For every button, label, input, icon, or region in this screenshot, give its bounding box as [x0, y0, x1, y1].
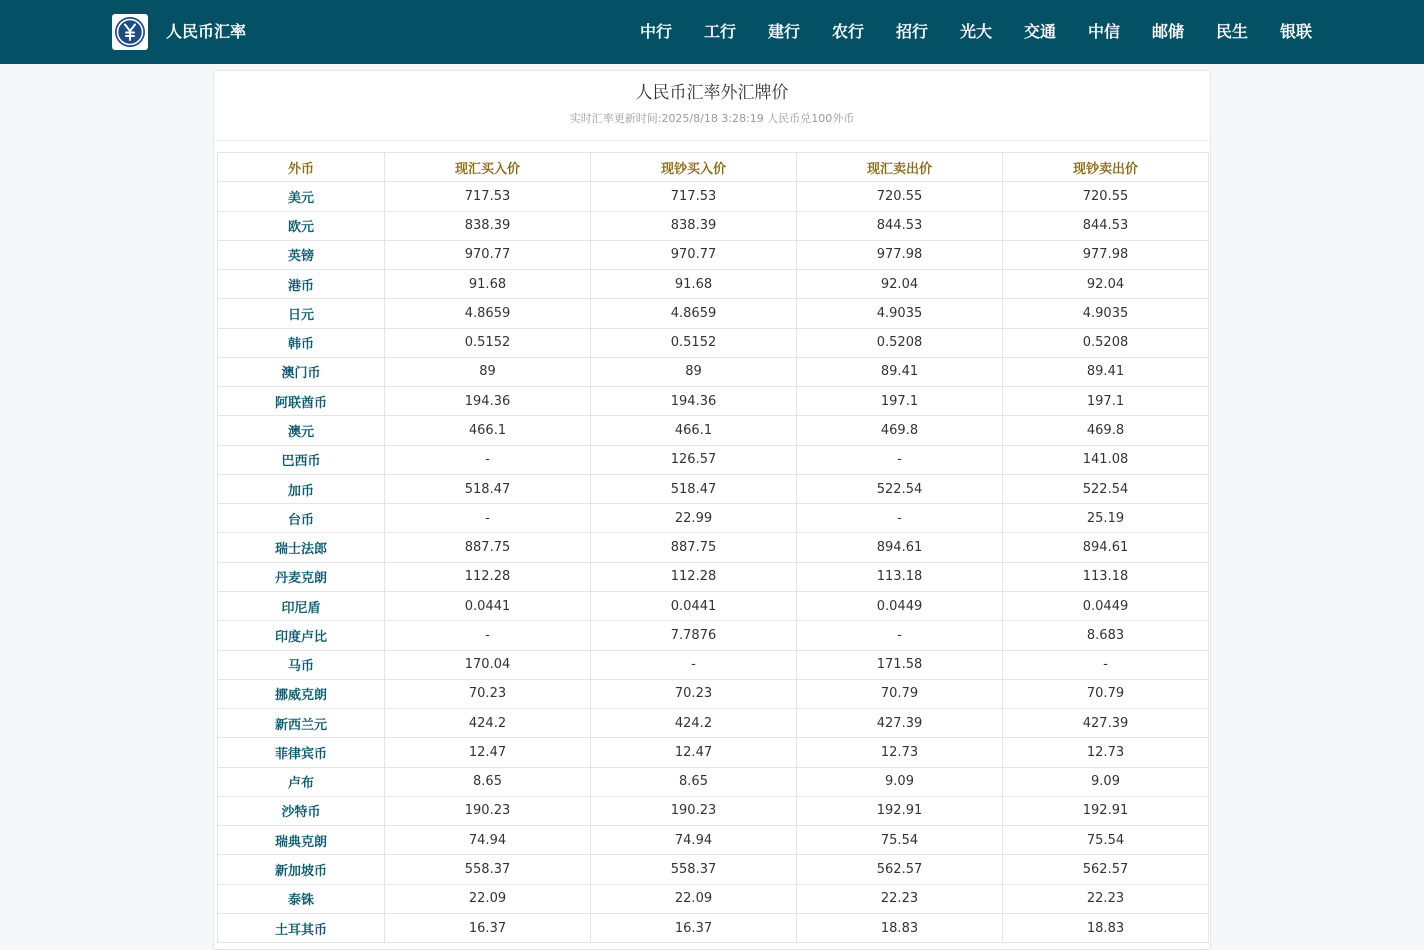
spot-sell-price: 70.79: [797, 679, 1003, 708]
spot-buy-price: 16.37: [385, 913, 591, 942]
spot-buy-price: 518.47: [385, 474, 591, 503]
column-header-cash-buy: 现钞买入价: [591, 153, 797, 182]
table-body: [218, 182, 1209, 943]
cash-buy-price: 0.0441: [591, 591, 797, 620]
currency-name[interactable]: 澳元: [218, 416, 385, 445]
spot-buy-price: -: [385, 445, 591, 474]
cash-sell-price: 192.91: [1003, 796, 1209, 825]
spot-sell-price: 427.39: [797, 709, 1003, 738]
cash-buy-price: 16.37: [591, 913, 797, 942]
spot-buy-price: 12.47: [385, 738, 591, 767]
nav-item-unionpay[interactable]: 银联: [1279, 22, 1312, 41]
cash-buy-price: 89: [591, 357, 797, 386]
table-row: [218, 328, 1209, 357]
table-row: [218, 796, 1209, 825]
column-header-currency: 外币: [218, 153, 385, 182]
spot-sell-price: -: [797, 504, 1003, 533]
nav-item-bocom[interactable]: 交通: [1023, 22, 1056, 41]
cash-buy-price: 112.28: [591, 562, 797, 591]
site-brand-name[interactable]: 人民币汇率: [166, 22, 247, 41]
spot-sell-price: -: [797, 445, 1003, 474]
spot-buy-price: 89: [385, 357, 591, 386]
table-row: [218, 650, 1209, 679]
table-row: [218, 913, 1209, 942]
table-row: [218, 504, 1209, 533]
currency-name[interactable]: 瑞士法郎: [218, 533, 385, 562]
spot-sell-price: 977.98: [797, 240, 1003, 269]
spot-buy-price: 424.2: [385, 709, 591, 738]
cash-buy-price: 8.65: [591, 767, 797, 796]
table-row: [218, 562, 1209, 591]
nav-item-icbc[interactable]: 工行: [703, 22, 736, 41]
nav-item-ccb[interactable]: 建行: [767, 22, 800, 41]
table-row: [218, 270, 1209, 299]
spot-buy-price: 194.36: [385, 387, 591, 416]
spot-sell-price: 894.61: [797, 533, 1003, 562]
cash-sell-price: 0.0449: [1003, 591, 1209, 620]
spot-sell-price: 171.58: [797, 650, 1003, 679]
spot-buy-price: 0.5152: [385, 328, 591, 357]
cash-buy-price: 12.47: [591, 738, 797, 767]
table-row: [218, 240, 1209, 269]
table-row: [218, 738, 1209, 767]
yuan-coin-icon: [112, 14, 148, 50]
spot-sell-price: 22.23: [797, 884, 1003, 913]
cash-sell-price: 18.83: [1003, 913, 1209, 942]
column-header-spot-sell: 现汇卖出价: [797, 153, 1003, 182]
nav-item-abc[interactable]: 农行: [831, 22, 864, 41]
nav-item-cmbc[interactable]: 民生: [1215, 22, 1248, 41]
cash-sell-price: 4.9035: [1003, 299, 1209, 328]
site-logo[interactable]: [112, 14, 148, 50]
cash-sell-price: 720.55: [1003, 182, 1209, 211]
spot-buy-price: 8.65: [385, 767, 591, 796]
spot-buy-price: 970.77: [385, 240, 591, 269]
spot-sell-price: 522.54: [797, 474, 1003, 503]
currency-name[interactable]: 马币: [218, 650, 385, 679]
spot-sell-price: 0.5208: [797, 328, 1003, 357]
cash-buy-price: 518.47: [591, 474, 797, 503]
spot-sell-price: 12.73: [797, 738, 1003, 767]
cash-buy-price: 126.57: [591, 445, 797, 474]
spot-buy-price: 190.23: [385, 796, 591, 825]
spot-buy-price: 70.23: [385, 679, 591, 708]
cash-sell-price: 894.61: [1003, 533, 1209, 562]
page-title: 人民币汇率外汇牌价: [635, 83, 789, 103]
cash-sell-price: 70.79: [1003, 679, 1209, 708]
cash-sell-price: 522.54: [1003, 474, 1209, 503]
table-row: [218, 474, 1209, 503]
cash-buy-price: 970.77: [591, 240, 797, 269]
table-row: [218, 357, 1209, 386]
currency-name[interactable]: 土耳其币: [218, 913, 385, 942]
table-row: [218, 591, 1209, 620]
cash-sell-price: 113.18: [1003, 562, 1209, 591]
nav-item-cmb[interactable]: 招行: [895, 22, 928, 41]
currency-name[interactable]: 澳门币: [218, 357, 385, 386]
table-row: [218, 621, 1209, 650]
spot-sell-price: 18.83: [797, 913, 1003, 942]
table-row: [218, 387, 1209, 416]
currency-name[interactable]: 港币: [218, 270, 385, 299]
table-row: [218, 182, 1209, 211]
cash-sell-price: 844.53: [1003, 211, 1209, 240]
cash-sell-price: 75.54: [1003, 826, 1209, 855]
spot-buy-price: 717.53: [385, 182, 591, 211]
currency-name[interactable]: 阿联酋币: [218, 387, 385, 416]
cash-sell-price: 9.09: [1003, 767, 1209, 796]
top-navigation-bar: [0, 0, 1424, 64]
cash-sell-price: 562.57: [1003, 855, 1209, 884]
currency-name[interactable]: 沙特币: [218, 796, 385, 825]
currency-name[interactable]: 台币: [218, 504, 385, 533]
cash-buy-price: 194.36: [591, 387, 797, 416]
nav-item-citic[interactable]: 中信: [1087, 22, 1120, 41]
spot-buy-price: -: [385, 621, 591, 650]
spot-sell-price: 469.8: [797, 416, 1003, 445]
cash-sell-price: 92.04: [1003, 270, 1209, 299]
cash-sell-price: 427.39: [1003, 709, 1209, 738]
cash-buy-price: 7.7876: [591, 621, 797, 650]
spot-sell-price: 197.1: [797, 387, 1003, 416]
table-row: [218, 533, 1209, 562]
spot-buy-price: 170.04: [385, 650, 591, 679]
nav-item-psbc[interactable]: 邮储: [1151, 22, 1184, 41]
currency-name[interactable]: 英镑: [218, 240, 385, 269]
nav-item-boc[interactable]: 中行: [639, 22, 672, 41]
spot-sell-price: 0.0449: [797, 591, 1003, 620]
table-row: [218, 855, 1209, 884]
currency-name[interactable]: 美元: [218, 182, 385, 211]
table-row: [218, 767, 1209, 796]
currency-name[interactable]: 瑞典克朗: [218, 826, 385, 855]
currency-name[interactable]: 日元: [218, 299, 385, 328]
currency-name[interactable]: 挪威克朗: [218, 679, 385, 708]
cash-sell-price: 141.08: [1003, 445, 1209, 474]
cash-sell-price: 0.5208: [1003, 328, 1209, 357]
column-header-spot-buy: 现汇买入价: [385, 153, 591, 182]
spot-sell-price: 92.04: [797, 270, 1003, 299]
divider: [214, 140, 1210, 141]
spot-sell-price: 9.09: [797, 767, 1003, 796]
cash-sell-price: 977.98: [1003, 240, 1209, 269]
cash-sell-price: 12.73: [1003, 738, 1209, 767]
cash-sell-price: -: [1003, 650, 1209, 679]
cash-buy-price: 4.8659: [591, 299, 797, 328]
cash-buy-price: 190.23: [591, 796, 797, 825]
currency-name[interactable]: 加币: [218, 474, 385, 503]
cash-sell-price: 8.683: [1003, 621, 1209, 650]
table-row: [218, 679, 1209, 708]
table-row: [218, 299, 1209, 328]
spot-sell-price: 113.18: [797, 562, 1003, 591]
spot-buy-price: 112.28: [385, 562, 591, 591]
spot-buy-price: -: [385, 504, 591, 533]
spot-sell-price: -: [797, 621, 1003, 650]
exchange-rate-table: [217, 152, 1209, 943]
currency-name[interactable]: 丹麦克朗: [218, 562, 385, 591]
spot-buy-price: 558.37: [385, 855, 591, 884]
currency-name[interactable]: 菲律宾币: [218, 738, 385, 767]
spot-buy-price: 0.0441: [385, 591, 591, 620]
currency-name[interactable]: 印尼盾: [218, 591, 385, 620]
spot-buy-price: 74.94: [385, 826, 591, 855]
currency-name[interactable]: 印度卢比: [218, 621, 385, 650]
spot-sell-price: 720.55: [797, 182, 1003, 211]
spot-buy-price: 4.8659: [385, 299, 591, 328]
currency-name[interactable]: 新西兰元: [218, 709, 385, 738]
cash-sell-price: 197.1: [1003, 387, 1209, 416]
table-row: [218, 826, 1209, 855]
table-row: [218, 445, 1209, 474]
spot-buy-price: 22.09: [385, 884, 591, 913]
table-row: [218, 416, 1209, 445]
spot-sell-price: 4.9035: [797, 299, 1003, 328]
spot-buy-price: 91.68: [385, 270, 591, 299]
currency-name[interactable]: 巴西币: [218, 445, 385, 474]
cash-buy-price: 558.37: [591, 855, 797, 884]
update-time-note: 实时汇率更新时间:2025/8/18 3:28:19 人民币兑100外币: [569, 112, 855, 125]
table-header-row: [218, 153, 1209, 182]
table-row: [218, 211, 1209, 240]
cash-buy-price: 0.5152: [591, 328, 797, 357]
cash-buy-price: 424.2: [591, 709, 797, 738]
spot-sell-price: 192.91: [797, 796, 1003, 825]
cash-buy-price: 466.1: [591, 416, 797, 445]
cash-sell-price: 469.8: [1003, 416, 1209, 445]
cash-sell-price: 25.19: [1003, 504, 1209, 533]
cash-sell-price: 89.41: [1003, 357, 1209, 386]
table-row: [218, 709, 1209, 738]
rates-card: [213, 70, 1211, 950]
spot-sell-price: 844.53: [797, 211, 1003, 240]
spot-sell-price: 89.41: [797, 357, 1003, 386]
cash-sell-price: 22.23: [1003, 884, 1209, 913]
cash-buy-price: 887.75: [591, 533, 797, 562]
cash-buy-price: 717.53: [591, 182, 797, 211]
currency-name[interactable]: 卢布: [218, 767, 385, 796]
table-row: [218, 884, 1209, 913]
cash-buy-price: -: [591, 650, 797, 679]
cash-buy-price: 22.99: [591, 504, 797, 533]
spot-sell-price: 562.57: [797, 855, 1003, 884]
cash-buy-price: 91.68: [591, 270, 797, 299]
currency-name[interactable]: 泰铢: [218, 884, 385, 913]
spot-buy-price: 887.75: [385, 533, 591, 562]
currency-name[interactable]: 韩币: [218, 328, 385, 357]
cash-buy-price: 70.23: [591, 679, 797, 708]
cash-buy-price: 74.94: [591, 826, 797, 855]
spot-buy-price: 466.1: [385, 416, 591, 445]
currency-name[interactable]: 新加坡币: [218, 855, 385, 884]
column-header-cash-sell: 现钞卖出价: [1003, 153, 1209, 182]
currency-name[interactable]: 欧元: [218, 211, 385, 240]
cash-buy-price: 838.39: [591, 211, 797, 240]
spot-buy-price: 838.39: [385, 211, 591, 240]
nav-item-ceb[interactable]: 光大: [959, 22, 992, 41]
cash-buy-price: 22.09: [591, 884, 797, 913]
spot-sell-price: 75.54: [797, 826, 1003, 855]
